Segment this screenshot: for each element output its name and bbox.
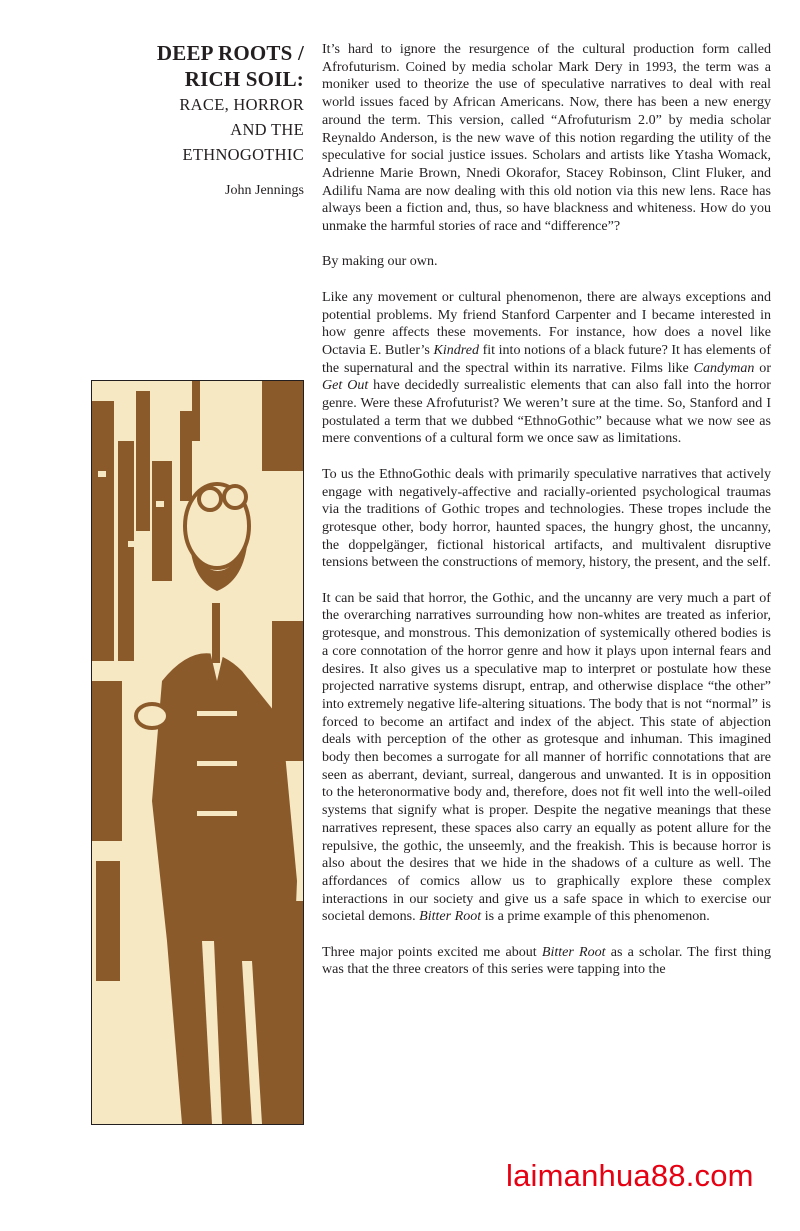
paragraph-text: as a scholar. The first thing was that the three creators of this series were tapping into the bbox=[322, 943, 771, 978]
italic-title-text: Bitter Root bbox=[419, 908, 482, 925]
italic-title-text: Get Out bbox=[322, 377, 369, 394]
title-line-2: RICH SOIL: bbox=[184, 67, 304, 91]
title-line-1: DEEP ROOTS / bbox=[156, 41, 304, 65]
paragraph-text: or bbox=[754, 359, 771, 376]
paragraph-text: Like any movement or cultural phenomenon, there are always exceptions and potential problems. My friend Stanford Carpenter and I became interested in how genre affects these movements. For instance, how does a novel like Octavia E. Butler’s bbox=[322, 288, 771, 358]
italic-title-text: Bitter Root bbox=[541, 943, 606, 960]
site-watermark: laimanhua88.com bbox=[506, 1158, 754, 1193]
paragraph-text: is a prime example of this phenomenon. bbox=[481, 908, 710, 925]
article-body bbox=[322, 41, 771, 979]
paragraph-text: have decidedly surrealistic elements that can also fall into the horror genre. Were these Afrofuturist? We weren’t sure at the time. So, Stanford and I postulated a term that we dubbed “EthnoGothic” because what we now see as mere conventions of a cultural form we once saw as limitations. bbox=[322, 377, 771, 447]
body-paragraph bbox=[322, 466, 771, 572]
title-line-4: AND THE bbox=[230, 120, 304, 139]
comic-illustration bbox=[91, 380, 304, 1125]
paragraph-text: It’s hard to ignore the resurgence of the cultural production form called Afrofuturism. Coined by media scholar Mark Dery in 1993, the term was a moniker used to theorize the use of speculative narratives to deal with real world issues faced by African Americans. Now, there has been a new energy around the term. This version, called “Afrofuturism 2.0” by media scholar Reynaldo Anderson, is the new wave of this notion regarding the utility of the speculative for social justice issues. Scholars and artists like Ytasha Womack, Adrienne Marie Brown, Nnedi Okorafor, Stacey Robinson, Clint Fluker, and Adilifu Nama are now dealing with this old notion via this new lens. Race has always been a fiction and, thus, so have blackness and whiteness. How do you unmake the harmful stories of race and “difference”? bbox=[322, 41, 771, 235]
paragraph-text: Three major points excited me about bbox=[322, 943, 542, 960]
title-line-3: RACE, HORROR bbox=[179, 95, 304, 114]
body-paragraph bbox=[322, 289, 771, 448]
body-paragraph bbox=[322, 590, 771, 926]
title-line-5: ETHNOGOTHIC bbox=[182, 145, 304, 164]
paragraph-text: It can be said that horror, the Gothic, and the uncanny are very much a part of the overarching narratives surrounding how non-whites are treated as inferior, grotesque, and monstrous. This demonization of systemically othered bodies is a core connotation of the horror genre and how it plays upon internal fears and desires. It also gives us a speculative map to interpret or postulate how these projected narrative systems disrupt, entrap, and otherwise displace “the other” into extremely negative life-altering situations. The body that is not “normal” is forced to become an artifact and index of the abject. This state of abjection deals with perception of the other as grotesque and inhuman. This imagined body then becomes a surrogate for all manner of horrific connotations that are seen as aberrant, deviant, surreal, dangerous and unwanted. It is in opposition to the heteronormative body and, therefore, does not fit well into the well-oiled systems that signify what is proper. Despite the negative meanings that these narratives represent, these spaces also carry an equally as potent allure for the repulsive, the gothic, the unseemly, and the freakish. This is because horror is also about the desires that we hide in the shadows of a culture as well. The affordances of comics allow us to graphically explore these complex interactions in our society and give us a safe space in which to exercise our societal demons. bbox=[322, 589, 771, 925]
italic-title-text: Kindred bbox=[433, 341, 480, 358]
body-paragraph bbox=[322, 253, 771, 271]
author-byline: John Jennings bbox=[225, 183, 304, 198]
paragraph-text: To us the EthnoGothic deals with primarily speculative narratives that actively engage with negatively-affective and racially-oriented psychological traumas via the traditions of Gothic tropes and technologies. These tropes include the grotesque other, body horror, haunted spaces, the hungry ghost, the uncanny, the doppelgänger, fictional historical artifacts, and multivalent disruptive tensions between the constructions of memory, history, the present, and the self. bbox=[322, 465, 771, 571]
old-man-with-goggles-drawing bbox=[92, 381, 303, 1124]
paragraph-text: fit into notions of a black future? It has elements of the supernatural and the spectral within its narrative. Films like bbox=[322, 341, 772, 376]
italic-title-text: Candyman bbox=[693, 359, 755, 376]
article-heading bbox=[100, 40, 304, 200]
paragraph-text: By making our own. bbox=[322, 253, 438, 270]
body-paragraph bbox=[322, 41, 771, 236]
body-paragraph bbox=[322, 944, 771, 979]
